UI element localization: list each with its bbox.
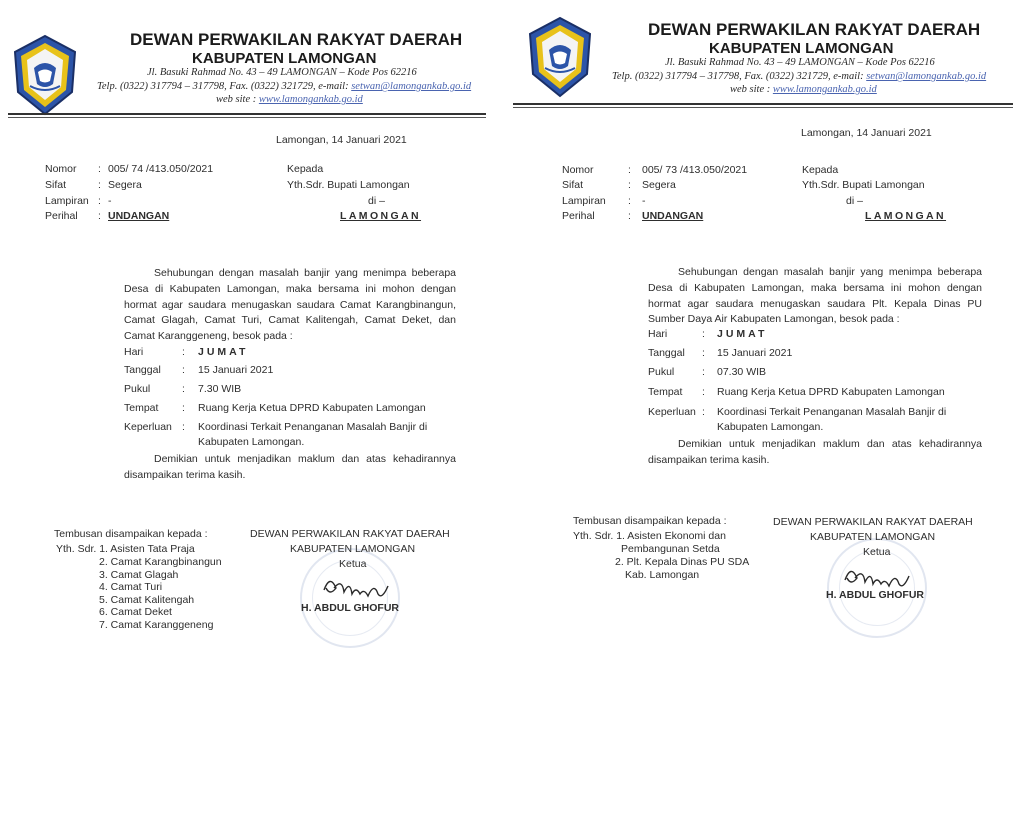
letterhead-rule-thin: [513, 107, 1013, 108]
letterhead-rule: [513, 103, 1013, 105]
body-intro: Sehubungan dengan masalah banjir yang menimpa beberapa Desa di Kabupaten Lamongan, maka bersama ini mohon dengan hormat agar saudara menugaskan saudara Camat Karangbinangun, Camat Glagah, Camat Turi, Camat Kalitengah, Camat Deket, dan Camat Karanggeneng, besok pada :: [124, 267, 456, 343]
recipient-name: Yth.Sdr. Bupati Lamongan: [802, 179, 925, 191]
email-label: e-mail:: [833, 71, 864, 82]
signatory-name: H. ABDUL GHOFUR: [826, 589, 924, 601]
signature-role: Ketua: [863, 546, 891, 558]
perihal-value: UNDANGAN: [642, 210, 704, 222]
lampiran-label: Lampiran: [45, 195, 89, 207]
org-name-line1: DEWAN PERWAKILAN RAKYAT DAERAH: [130, 30, 463, 49]
recipient-name: Yth.Sdr. Bupati Lamongan: [287, 179, 410, 191]
tempat-value: Ruang Kerja Ketua DPRD Kabupaten Lamongan: [198, 402, 426, 414]
regency-crest-icon: [527, 16, 593, 98]
pukul-value: 7.30 WIB: [198, 383, 242, 395]
sifat-label: Sifat: [562, 179, 584, 191]
address-line: Jl. Basuki Rahmad No. 43 – 49 LAMONGAN – Kode Pos 62216: [147, 67, 417, 78]
website-line: [730, 84, 877, 95]
cc-item: 5. Camat Kalitengah: [99, 594, 195, 606]
colon: :: [702, 386, 705, 398]
pukul-label: Pukul: [648, 366, 675, 378]
hari-label: Hari: [124, 346, 144, 358]
pukul-value: 07.30 WIB: [717, 366, 767, 378]
signatory-name: H. ABDUL GHOFUR: [301, 602, 399, 614]
tanggal-label: Tanggal: [648, 347, 685, 359]
keperluan-value-line2: Kabupaten Lamongan.: [198, 436, 305, 448]
colon: :: [182, 402, 185, 414]
lampiran-value: -: [108, 195, 112, 207]
recipient-city: LAMONGAN: [340, 210, 422, 222]
nomor-value: 005/ 73 /413.050/2021: [642, 164, 748, 176]
phone-fax: Telp. (0322) 317794 – 317798, Fax. (0322) 321729,: [97, 81, 316, 92]
colon: :: [702, 406, 705, 418]
cc-item: Kab. Lamongan: [625, 569, 700, 581]
email-link[interactable]: setwan@lamongankab.go.id: [351, 81, 472, 92]
keperluan-value-line2: Kabupaten Lamongan.: [717, 421, 824, 433]
signature-org-line2: KABUPATEN LAMONGAN: [290, 543, 416, 555]
cc-item: 6. Camat Deket: [99, 606, 172, 618]
nomor-label: Nomor: [562, 164, 594, 176]
cc-item: Pembangunan Setda: [621, 543, 720, 555]
colon: :: [628, 195, 631, 207]
recipient-di: di –: [846, 195, 863, 207]
regency-crest-icon: [12, 34, 78, 116]
letter-right: [505, 0, 1024, 823]
contact-line: [612, 71, 986, 82]
nomor-label: Nomor: [45, 163, 77, 175]
perihal-value: UNDANGAN: [108, 210, 170, 222]
tempat-label: Tempat: [124, 402, 159, 414]
colon: :: [182, 364, 185, 376]
contact-line: [97, 81, 471, 92]
keperluan-label: Keperluan: [648, 406, 696, 418]
email-link[interactable]: setwan@lamongankab.go.id: [866, 71, 987, 82]
colon: :: [628, 164, 631, 176]
letterhead-rule-thin: [8, 117, 486, 118]
recipient-city: LAMONGAN: [865, 210, 947, 222]
recipient-kepada: Kepada: [287, 163, 324, 175]
tanggal-value: 15 Januari 2021: [198, 364, 274, 376]
website-link[interactable]: www.lamongankab.go.id: [772, 84, 877, 95]
org-name-line1: DEWAN PERWAKILAN RAKYAT DAERAH: [648, 20, 981, 39]
website-label: web site :: [216, 94, 257, 105]
hari-value: JUMAT: [198, 346, 249, 358]
pukul-label: Pukul: [124, 383, 151, 395]
hari-label: Hari: [648, 328, 668, 340]
keperluan-value-line1: Koordinasi Terkait Penanganan Masalah Banjir di: [198, 421, 428, 433]
colon: :: [702, 328, 705, 340]
tempat-value: Ruang Kerja Ketua DPRD Kabupaten Lamongan: [717, 386, 945, 398]
email-label: e-mail:: [318, 81, 349, 92]
signature-org-line1: DEWAN PERWAKILAN RAKYAT DAERAH: [773, 516, 973, 528]
colon: :: [628, 179, 631, 191]
colon: :: [702, 366, 705, 378]
cc-item: 3. Camat Glagah: [99, 569, 179, 581]
signature-role: Ketua: [339, 558, 367, 570]
recipient-kepada: Kepada: [802, 164, 839, 176]
handwritten-signature: [837, 560, 927, 592]
letter-left: [0, 0, 505, 823]
signature-org-line2: KABUPATEN LAMONGAN: [810, 531, 936, 543]
sifat-value: Segera: [108, 179, 142, 191]
cc-item: 2. Plt. Kepala Dinas PU SDA: [615, 556, 750, 568]
website-line: [216, 94, 363, 105]
org-name-line2: KABUPATEN LAMONGAN: [709, 40, 894, 57]
colon: :: [628, 210, 631, 222]
cc-item: 4. Camat Turi: [99, 581, 163, 593]
colon: :: [98, 195, 101, 207]
colon: :: [182, 421, 185, 433]
phone-fax: Telp. (0322) 317794 – 317798, Fax. (0322) 321729,: [612, 71, 831, 82]
perihal-label: Perihal: [45, 210, 78, 222]
recipient-di: di –: [368, 195, 385, 207]
colon: :: [98, 163, 101, 175]
closing-paragraph: Demikian untuk menjadikan maklum dan atas kehadirannya disampaikan terima kasih.: [124, 453, 456, 481]
closing-paragraph: Demikian untuk menjadikan maklum dan atas kehadirannya disampaikan terima kasih.: [648, 438, 982, 466]
sifat-label: Sifat: [45, 179, 67, 191]
colon: :: [182, 346, 185, 358]
lampiran-label: Lampiran: [562, 195, 606, 207]
tempat-label: Tempat: [648, 386, 683, 398]
letter-date: Lamongan, 14 Januari 2021: [801, 127, 932, 139]
cc-title: Tembusan disampaikan kepada :: [54, 528, 208, 540]
nomor-value: 005/ 74 /413.050/2021: [108, 163, 214, 175]
tanggal-value: 15 Januari 2021: [717, 347, 793, 359]
cc-item: 2. Camat Karangbinangun: [99, 556, 222, 568]
colon: :: [182, 383, 185, 395]
hari-value: JUMAT: [717, 328, 768, 340]
signature-org-line1: DEWAN PERWAKILAN RAKYAT DAERAH: [250, 528, 450, 540]
cc-item: Yth. Sdr. 1. Asisten Tata Praja: [56, 543, 195, 555]
cc-item: 7. Camat Karanggeneng: [99, 619, 214, 631]
colon: :: [702, 347, 705, 359]
cc-title: Tembusan disampaikan kepada :: [573, 515, 727, 527]
letterhead-rule: [8, 113, 486, 115]
tanggal-label: Tanggal: [124, 364, 161, 376]
address-line: Jl. Basuki Rahmad No. 43 – 49 LAMONGAN – Kode Pos 62216: [665, 57, 935, 68]
keperluan-value-line1: Koordinasi Terkait Penanganan Masalah Banjir di: [717, 406, 947, 418]
perihal-label: Perihal: [562, 210, 595, 222]
colon: :: [98, 210, 101, 222]
website-link[interactable]: www.lamongankab.go.id: [258, 94, 363, 105]
cc-item: Yth. Sdr. 1. Asisten Ekonomi dan: [573, 530, 726, 542]
keperluan-label: Keperluan: [124, 421, 172, 433]
handwritten-signature: [316, 570, 406, 602]
letter-date: Lamongan, 14 Januari 2021: [276, 134, 407, 146]
colon: :: [98, 179, 101, 191]
sifat-value: Segera: [642, 179, 676, 191]
lampiran-value: -: [642, 195, 646, 207]
body-intro: Sehubungan dengan masalah banjir yang menimpa beberapa Desa di Kabupaten Lamongan, maka bersama ini mohon dengan hormat agar saudara menugaskan saudara Plt. Kepala Dinas PU Sumber Daya Air Kabupaten Lamongan, besok pada :: [648, 266, 982, 326]
website-label: web site :: [730, 84, 771, 95]
org-name-line2: KABUPATEN LAMONGAN: [192, 50, 377, 67]
